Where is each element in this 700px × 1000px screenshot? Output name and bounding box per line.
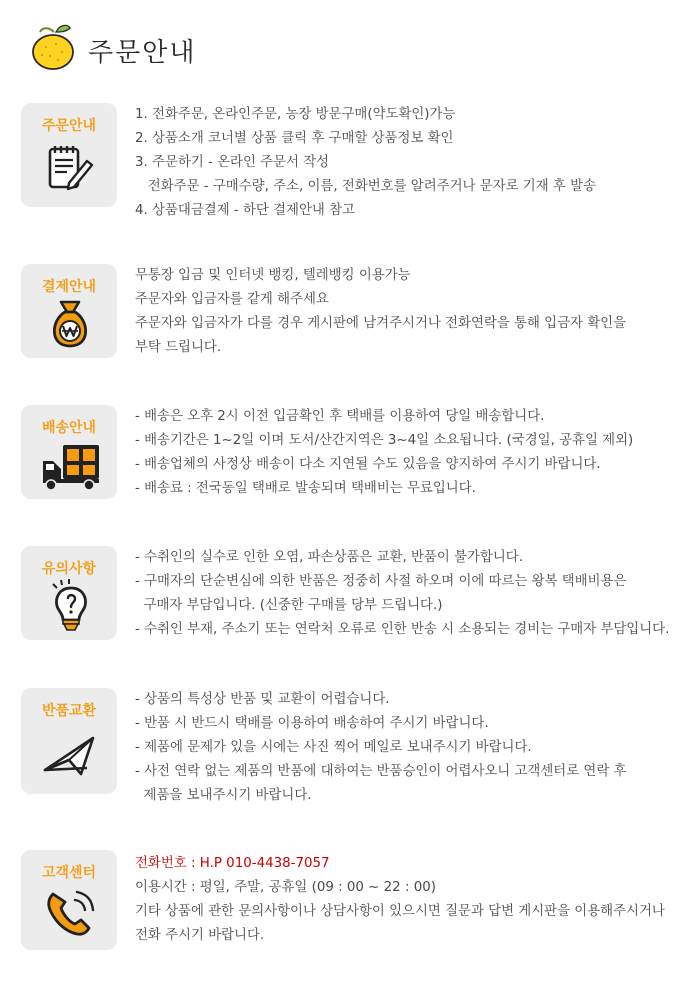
section-payment-info: [21, 264, 691, 364]
notepad-pencil-icon: [45, 143, 95, 195]
section-badge-label: 고객센터: [41, 865, 97, 881]
section-badge: [21, 264, 117, 358]
section-line: - 배송기간은 1~2일 이며 도서/산간지역은 3~4일 소요됩니다. (국경일, 공휴일 제외): [135, 433, 634, 448]
section-lines: [135, 103, 695, 223]
section-line: 기타 상품에 관한 문의사항이나 상담사항이 있으시면 질문과 답변 게시판을 이용해주시거나: [135, 904, 665, 919]
section-lines: [135, 264, 695, 360]
section-line: - 사전 연락 없는 제품의 반품에 대하여는 반품승인이 어렵사오니 고객센터로 연락 후: [135, 764, 627, 779]
section-delivery-info: [21, 405, 691, 505]
section-line: 주문자와 입금자가 다를 경우 게시판에 남겨주시거나 전화연락을 통해 입금자 확인을: [135, 316, 627, 331]
section-line: 1. 전화주문, 온라인주문, 농장 방문구매(약도확인)가능: [135, 107, 456, 122]
section-return-exchange: [21, 688, 691, 803]
section-line: 무통장 입금 및 인터넷 뱅킹, 텔레뱅킹 이용가능: [135, 268, 411, 283]
section-lines: [135, 546, 695, 642]
section-line: 3. 주문하기 - 온라인 주문서 작성: [135, 155, 330, 170]
section-line: - 수취인의 실수로 인한 오염, 파손상품은 교환, 반품이 불가합니다.: [135, 550, 523, 565]
section-lines: [135, 852, 695, 948]
section-line: 2. 상품소개 코너별 상품 클릭 후 구매할 상품정보 확인: [135, 131, 454, 146]
section-badge: [21, 405, 117, 499]
section-notice: [21, 546, 691, 646]
section-line: - 제품에 문제가 있을 시에는 사진 찍어 메일로 보내주시기 바랍니다.: [135, 740, 532, 755]
section-lines: [135, 688, 695, 808]
section-badge-label: 배송안내: [41, 420, 97, 436]
section-line: 4. 상품대금결제 - 하단 결제안내 참고: [135, 203, 355, 218]
page-title: 주문안내: [88, 38, 197, 68]
delivery-truck-icon: [41, 443, 101, 491]
section-line: - 수취인 부재, 주소기 또는 연락처 오류로 인한 반송 시 소용되는 경비는 구매자 부담입니다.: [135, 622, 670, 637]
section-line: 주문자와 입금자를 같게 해주세요: [135, 292, 329, 307]
section-badge: [21, 103, 117, 207]
section-line: - 배송료 : 전국동일 택배로 발송되며 택배비는 무료입니다.: [135, 481, 476, 496]
section-line: 구매자 부담입니다. (신중한 구매를 당부 드립니다.): [135, 598, 443, 613]
section-order-info: [21, 103, 691, 223]
phone-icon: [45, 888, 97, 938]
section-line: - 반품 시 반드시 택배를 이용하여 배송하여 주시기 바랍니다.: [135, 716, 489, 731]
section-badge-label: 유의사항: [41, 561, 97, 577]
section-line: 전화주문 - 구매수량, 주소, 이름, 전화번호를 알려주거나 문자로 기재 후 발송: [135, 179, 596, 194]
section-line: 제품을 보내주시기 바랍니다.: [135, 788, 312, 803]
section-line: 이용시간 : 평일, 주말, 공휴일 (09 : 00 ~ 22 : 00): [135, 880, 436, 895]
section-line: - 구매자의 단순변심에 의한 반품은 정중히 사절 하오며 이에 따르는 왕복 택배비용은: [135, 574, 627, 589]
section-badge-label: 반품교환: [41, 703, 97, 719]
section-badge-label: 주문안내: [41, 118, 97, 134]
lemon-icon: [26, 22, 82, 72]
money-bag-icon: [47, 298, 93, 350]
section-customer-center: [21, 850, 691, 950]
section-badge: [21, 850, 117, 950]
section-line: - 상품의 특성상 반품 및 교환이 어렵습니다.: [135, 692, 390, 707]
section-badge: [21, 688, 117, 794]
paper-plane-icon: [41, 734, 99, 778]
section-line: 부탁 드립니다.: [135, 340, 222, 355]
section-badge-label: 결제안내: [41, 279, 97, 295]
lightbulb-icon: [49, 578, 93, 634]
phone-number-line: 전화번호 : H.P 010-4438-7057: [135, 856, 330, 871]
section-line: 전화 주시기 바랍니다.: [135, 928, 265, 943]
section-badge: [21, 546, 117, 640]
section-lines: [135, 405, 695, 501]
section-line: - 배송업체의 사정상 배송이 다소 지연될 수도 있음을 양지하여 주시기 바랍니다.: [135, 457, 601, 472]
section-line: - 배송은 오후 2시 이전 입금확인 후 택배를 이용하여 당일 배송합니다.: [135, 409, 545, 424]
